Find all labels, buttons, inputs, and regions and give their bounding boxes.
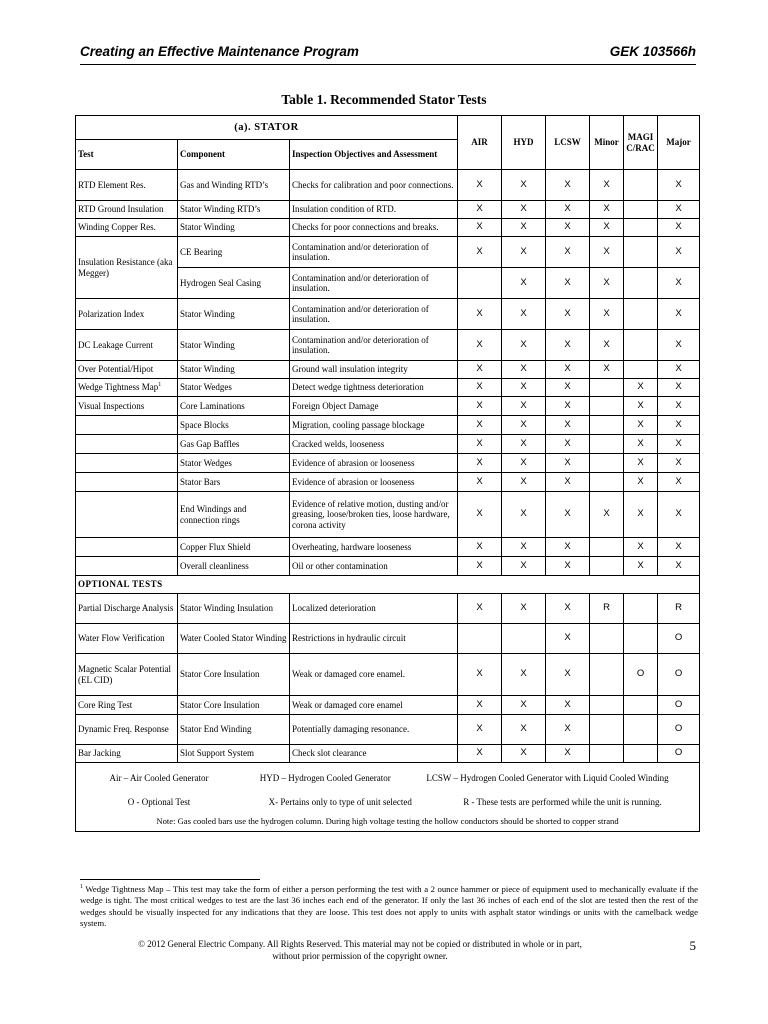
component-cell: Stator End Winding xyxy=(178,715,290,745)
document-number: GEK 103566h xyxy=(609,44,696,59)
test-cell: Water Flow Verification xyxy=(76,624,178,654)
major-cell: X xyxy=(658,538,700,557)
objective-cell: Contamination and/or deterioration of insulation. xyxy=(290,330,458,361)
minor-cell: X xyxy=(590,219,624,237)
objective-cell: Contamination and/or deterioration of insulation. xyxy=(290,299,458,330)
test-cell: Magnetic Scalar Potential (EL CID) xyxy=(76,654,178,696)
lcsw-cell: X xyxy=(546,538,590,557)
major-cell: X xyxy=(658,330,700,361)
minor-cell xyxy=(590,557,624,576)
table-row xyxy=(76,696,700,715)
air-cell: X xyxy=(458,538,502,557)
col-header-magic: MAGI C/RAC xyxy=(624,116,658,170)
major-cell: O xyxy=(658,654,700,696)
magic-cell xyxy=(624,696,658,715)
objective-cell: Oil or other contamination xyxy=(290,557,458,576)
test-cell: Polarization Index xyxy=(76,299,178,330)
component-cell: Slot Support System xyxy=(178,745,290,763)
minor-cell xyxy=(590,435,624,454)
component-cell: Hydrogen Seal Casing xyxy=(178,268,290,299)
major-cell: X xyxy=(658,454,700,473)
minor-cell xyxy=(590,379,624,397)
air-cell: X xyxy=(458,299,502,330)
air-cell xyxy=(458,624,502,654)
hyd-cell: X xyxy=(502,201,546,219)
objective-cell: Overheating, hardware looseness xyxy=(290,538,458,557)
lcsw-cell: X xyxy=(546,219,590,237)
test-cell: Bar Jacking xyxy=(76,745,178,763)
major-cell: X xyxy=(658,435,700,454)
table-title: Table 1. Recommended Stator Tests xyxy=(281,92,487,107)
table-row xyxy=(76,557,700,576)
component-cell: Stator Core Insulation xyxy=(178,696,290,715)
col-header-lcsw: LCSW xyxy=(546,116,590,170)
minor-cell: X xyxy=(590,268,624,299)
hyd-cell: X xyxy=(502,268,546,299)
major-cell: X xyxy=(658,416,700,435)
table-row xyxy=(76,170,700,201)
magic-cell: X xyxy=(624,538,658,557)
col-header-objectives: Inspection Objectives and Assessment xyxy=(290,140,458,170)
objective-cell: Migration, cooling passage blockage xyxy=(290,416,458,435)
optional-section-title: OPTIONAL TESTS xyxy=(76,576,700,594)
table-row xyxy=(76,435,700,454)
air-cell: X xyxy=(458,594,502,624)
component-cell: Water Cooled Stator Winding xyxy=(178,624,290,654)
lcsw-cell: X xyxy=(546,237,590,268)
test-cell xyxy=(76,454,178,473)
test-cell xyxy=(76,538,178,557)
objective-cell: Restrictions in hydraulic circuit xyxy=(290,624,458,654)
major-cell: X xyxy=(658,379,700,397)
lcsw-cell: X xyxy=(546,299,590,330)
hyd-cell: X xyxy=(502,696,546,715)
test-cell: Winding Copper Res. xyxy=(76,219,178,237)
minor-cell xyxy=(590,624,624,654)
component-cell: Stator Wedges xyxy=(178,454,290,473)
major-cell: X xyxy=(658,219,700,237)
col-header-major: Major xyxy=(658,116,700,170)
objective-cell: Evidence of abrasion or looseness xyxy=(290,454,458,473)
major-cell: R xyxy=(658,594,700,624)
lcsw-cell: X xyxy=(546,435,590,454)
test-cell: DC Leakage Current xyxy=(76,330,178,361)
hyd-cell: X xyxy=(502,397,546,416)
hyd-cell: X xyxy=(502,170,546,201)
major-cell: X xyxy=(658,268,700,299)
footnote-text: Wedge Tightness Map – This test may take the form of either a person performing the test with a 2 ounce hammer or piece of equipment used to mechanically evaluate if the wedge is tight. The most critical wedges to test are the last 36 inches each end of the generator. If only the last 36 inches of each end of the slot are tested then the rest of the wedges should be visually inspected for any indications that they are loose. This test does not apply to units with asphalt stator windings or units with the camelback wedge system. xyxy=(80,884,698,928)
lcsw-cell: X xyxy=(546,454,590,473)
air-cell: X xyxy=(458,170,502,201)
lcsw-cell: X xyxy=(546,170,590,201)
hyd-cell xyxy=(502,624,546,654)
magic-cell: X xyxy=(624,557,658,576)
footnote-marker: 1 xyxy=(80,884,83,891)
magic-cell xyxy=(624,624,658,654)
objective-cell: Contamination and/or deterioration of insulation. xyxy=(290,268,458,299)
objective-cell: Checks for poor connections and breaks. xyxy=(290,219,458,237)
component-cell: Stator Winding xyxy=(178,299,290,330)
objective-cell: Foreign Object Damage xyxy=(290,397,458,416)
hyd-cell: X xyxy=(502,379,546,397)
objective-cell: Checks for calibration and poor connections. xyxy=(290,170,458,201)
major-cell: X xyxy=(658,299,700,330)
document-title: Creating an Effective Maintenance Program xyxy=(80,44,359,59)
lcsw-cell: X xyxy=(546,715,590,745)
objective-cell: Weak or damaged core enamel. xyxy=(290,654,458,696)
table-row xyxy=(76,492,700,538)
table-row xyxy=(76,715,700,745)
legend-hyd: HYD – Hydrogen Cooled Generator xyxy=(259,772,391,783)
component-cell: CE Bearing xyxy=(178,237,290,268)
hyd-cell: X xyxy=(502,654,546,696)
magic-cell xyxy=(624,201,658,219)
major-cell: X xyxy=(658,492,700,538)
minor-cell xyxy=(590,745,624,763)
col-header-test: Test xyxy=(76,140,178,170)
magic-cell: X xyxy=(624,473,658,492)
table-row xyxy=(76,745,700,763)
objective-cell: Weak or damaged core enamel xyxy=(290,696,458,715)
hyd-cell: X xyxy=(502,557,546,576)
lcsw-cell: X xyxy=(546,379,590,397)
hyd-cell: X xyxy=(502,492,546,538)
magic-cell xyxy=(624,361,658,379)
component-cell: Space Blocks xyxy=(178,416,290,435)
air-cell: X xyxy=(458,361,502,379)
hyd-cell: X xyxy=(502,538,546,557)
air-cell: X xyxy=(458,219,502,237)
legend-note: Note: Gas cooled bars use the hydrogen column. During high voltage testing the hollow conductors should be shorted to copper strand xyxy=(76,813,700,832)
objective-cell: Localized deterioration xyxy=(290,594,458,624)
test-cell: RTD Ground Insulation xyxy=(76,201,178,219)
table-row xyxy=(76,624,700,654)
air-cell: X xyxy=(458,397,502,416)
component-cell: Overall cleanliness xyxy=(178,557,290,576)
air-cell: X xyxy=(458,201,502,219)
lcsw-cell: X xyxy=(546,201,590,219)
test-cell: Visual Inspections xyxy=(76,397,178,416)
copyright-line-1: © 2012 General Electric Company. All Rights Reserved. This material may not be copied or distributed in whole or in part, xyxy=(138,939,582,949)
minor-cell: X xyxy=(590,492,624,538)
hyd-cell: X xyxy=(502,299,546,330)
air-cell: X xyxy=(458,557,502,576)
component-cell: Stator Wedges xyxy=(178,379,290,397)
lcsw-cell: X xyxy=(546,416,590,435)
minor-cell xyxy=(590,715,624,745)
test-cell: Partial Discharge Analysis xyxy=(76,594,178,624)
legend-row xyxy=(76,793,700,813)
air-cell: X xyxy=(458,435,502,454)
air-cell: X xyxy=(458,492,502,538)
col-header-hyd: HYD xyxy=(502,116,546,170)
minor-cell: X xyxy=(590,201,624,219)
table-row xyxy=(76,594,700,624)
component-cell: End Windings and connection rings xyxy=(178,492,290,538)
hyd-cell: X xyxy=(502,473,546,492)
lcsw-cell: X xyxy=(546,473,590,492)
lcsw-cell: X xyxy=(546,696,590,715)
minor-cell xyxy=(590,397,624,416)
table-row xyxy=(76,219,700,237)
col-header-component: Component xyxy=(178,140,290,170)
major-cell: X xyxy=(658,237,700,268)
component-cell: Gas Gap Baffles xyxy=(178,435,290,454)
objective-cell: Insulation condition of RTD. xyxy=(290,201,458,219)
air-cell: X xyxy=(458,237,502,268)
objective-cell: Potentially damaging resonance. xyxy=(290,715,458,745)
major-cell: O xyxy=(658,624,700,654)
objective-cell: Cracked welds, looseness xyxy=(290,435,458,454)
air-cell: X xyxy=(458,379,502,397)
objective-cell: Detect wedge tightness deterioration xyxy=(290,379,458,397)
lcsw-cell: X xyxy=(546,361,590,379)
lcsw-cell: X xyxy=(546,330,590,361)
air-cell xyxy=(458,268,502,299)
magic-cell xyxy=(624,715,658,745)
table-row xyxy=(76,379,700,397)
magic-cell: X xyxy=(624,379,658,397)
minor-cell xyxy=(590,538,624,557)
footnote xyxy=(80,884,698,929)
table-row xyxy=(76,330,700,361)
major-cell: X xyxy=(658,557,700,576)
major-cell: X xyxy=(658,170,700,201)
page-header xyxy=(80,44,696,64)
table-row xyxy=(76,416,700,435)
test-cell xyxy=(76,435,178,454)
magic-cell xyxy=(624,745,658,763)
major-cell: O xyxy=(658,696,700,715)
lcsw-cell: X xyxy=(546,268,590,299)
minor-cell xyxy=(590,416,624,435)
lcsw-cell: X xyxy=(546,492,590,538)
major-cell: X xyxy=(658,201,700,219)
table-row xyxy=(76,538,700,557)
air-cell: X xyxy=(458,330,502,361)
magic-cell xyxy=(624,268,658,299)
air-cell: X xyxy=(458,416,502,435)
test-label: Wedge Tightness Map xyxy=(78,382,159,393)
component-cell: Stator Winding Insulation xyxy=(178,594,290,624)
test-cell xyxy=(76,416,178,435)
hyd-cell: X xyxy=(502,454,546,473)
component-cell: Stator Winding xyxy=(178,361,290,379)
lcsw-cell: X xyxy=(546,557,590,576)
minor-cell: X xyxy=(590,299,624,330)
magic-cell: X xyxy=(624,454,658,473)
lcsw-cell: X xyxy=(546,745,590,763)
table-row xyxy=(76,454,700,473)
page-number: 5 xyxy=(689,938,696,953)
legend-lcsw: LCSW – Hydrogen Cooled Generator with Liquid Cooled Winding xyxy=(426,772,669,783)
component-cell: Copper Flux Shield xyxy=(178,538,290,557)
objective-cell: Contamination and/or deterioration of insulation. xyxy=(290,237,458,268)
table-row xyxy=(76,397,700,416)
component-cell: Stator Winding RTD’s xyxy=(178,201,290,219)
minor-cell xyxy=(590,454,624,473)
copyright-line-2: without prior permission of the copyright owner. xyxy=(272,951,448,962)
footnote-ref: 1 xyxy=(158,382,162,389)
legend-r: R - These tests are performed while the unit is running. xyxy=(463,797,662,808)
lcsw-cell: X xyxy=(546,624,590,654)
col-header-minor: Minor xyxy=(590,116,624,170)
minor-cell xyxy=(590,696,624,715)
magic-cell: X xyxy=(624,416,658,435)
table-row xyxy=(76,201,700,219)
test-cell: Dynamic Freq. Response xyxy=(76,715,178,745)
table-row xyxy=(76,654,700,696)
test-cell xyxy=(76,557,178,576)
table-row xyxy=(76,473,700,492)
major-cell: X xyxy=(658,473,700,492)
stator-tests-table xyxy=(75,115,700,832)
hyd-cell: X xyxy=(502,361,546,379)
legend-air: Air – Air Cooled Generator xyxy=(109,772,209,783)
legend-symbols xyxy=(76,793,700,813)
objective-cell: Ground wall insulation integrity xyxy=(290,361,458,379)
magic-cell: O xyxy=(624,654,658,696)
hyd-cell: X xyxy=(502,237,546,268)
minor-cell xyxy=(590,654,624,696)
magic-cell xyxy=(624,330,658,361)
objective-cell: Evidence of relative motion, dusting and/or greasing, loose/broken ties, loose hardware, corona activity xyxy=(290,492,458,538)
hyd-cell: X xyxy=(502,715,546,745)
test-cell: RTD Element Res. xyxy=(76,170,178,201)
test-cell: Core Ring Test xyxy=(76,696,178,715)
component-cell: Stator Winding xyxy=(178,219,290,237)
major-cell: O xyxy=(658,745,700,763)
component-cell: Core Laminations xyxy=(178,397,290,416)
minor-cell: X xyxy=(590,237,624,268)
hyd-cell: X xyxy=(502,435,546,454)
table-row xyxy=(76,299,700,330)
major-cell: X xyxy=(658,397,700,416)
major-cell: X xyxy=(658,361,700,379)
air-cell: X xyxy=(458,654,502,696)
magic-cell xyxy=(624,170,658,201)
hyd-cell: X xyxy=(502,330,546,361)
lcsw-cell: X xyxy=(546,397,590,416)
hyd-cell: X xyxy=(502,594,546,624)
test-cell xyxy=(76,492,178,538)
minor-cell: X xyxy=(590,361,624,379)
magic-cell: X xyxy=(624,397,658,416)
component-cell: Stator Winding xyxy=(178,330,290,361)
component-cell: Stator Core Insulation xyxy=(178,654,290,696)
objective-cell: Check slot clearance xyxy=(290,745,458,763)
minor-cell xyxy=(590,473,624,492)
major-cell: O xyxy=(658,715,700,745)
hyd-cell: X xyxy=(502,416,546,435)
minor-cell: R xyxy=(590,594,624,624)
test-cell: Insulation Resistance (aka Megger) xyxy=(76,237,178,299)
footnote-rule xyxy=(80,879,260,880)
minor-cell: X xyxy=(590,170,624,201)
optional-section-row xyxy=(76,576,700,594)
legend-row xyxy=(76,763,700,793)
table-row xyxy=(76,237,700,268)
minor-cell: X xyxy=(590,330,624,361)
component-cell: Gas and Winding RTD’s xyxy=(178,170,290,201)
magic-cell xyxy=(624,237,658,268)
magic-cell: X xyxy=(624,492,658,538)
legend-cooling-types xyxy=(76,763,700,793)
air-cell: X xyxy=(458,715,502,745)
col-header-air: AIR xyxy=(458,116,502,170)
lcsw-cell: X xyxy=(546,594,590,624)
component-cell: Stator Bars xyxy=(178,473,290,492)
magic-cell xyxy=(624,219,658,237)
legend-optional: O - Optional Test xyxy=(127,797,191,808)
air-cell: X xyxy=(458,454,502,473)
magic-cell: X xyxy=(624,435,658,454)
lcsw-cell: X xyxy=(546,654,590,696)
header-rule xyxy=(80,64,696,65)
air-cell: X xyxy=(458,696,502,715)
magic-cell xyxy=(624,594,658,624)
air-cell: X xyxy=(458,473,502,492)
table-row xyxy=(76,361,700,379)
objective-cell: Evidence of abrasion or looseness xyxy=(290,473,458,492)
test-cell: Over Potential/Hipot xyxy=(76,361,178,379)
test-cell xyxy=(76,473,178,492)
hyd-cell: X xyxy=(502,745,546,763)
section-title-stator: (a). STATOR xyxy=(76,116,458,140)
air-cell: X xyxy=(458,745,502,763)
test-cell xyxy=(76,379,178,397)
hyd-cell: X xyxy=(502,219,546,237)
legend-row xyxy=(76,813,700,832)
legend-x: X- Pertains only to type of unit selected xyxy=(268,797,412,808)
magic-cell xyxy=(624,299,658,330)
copyright-notice xyxy=(80,938,640,962)
